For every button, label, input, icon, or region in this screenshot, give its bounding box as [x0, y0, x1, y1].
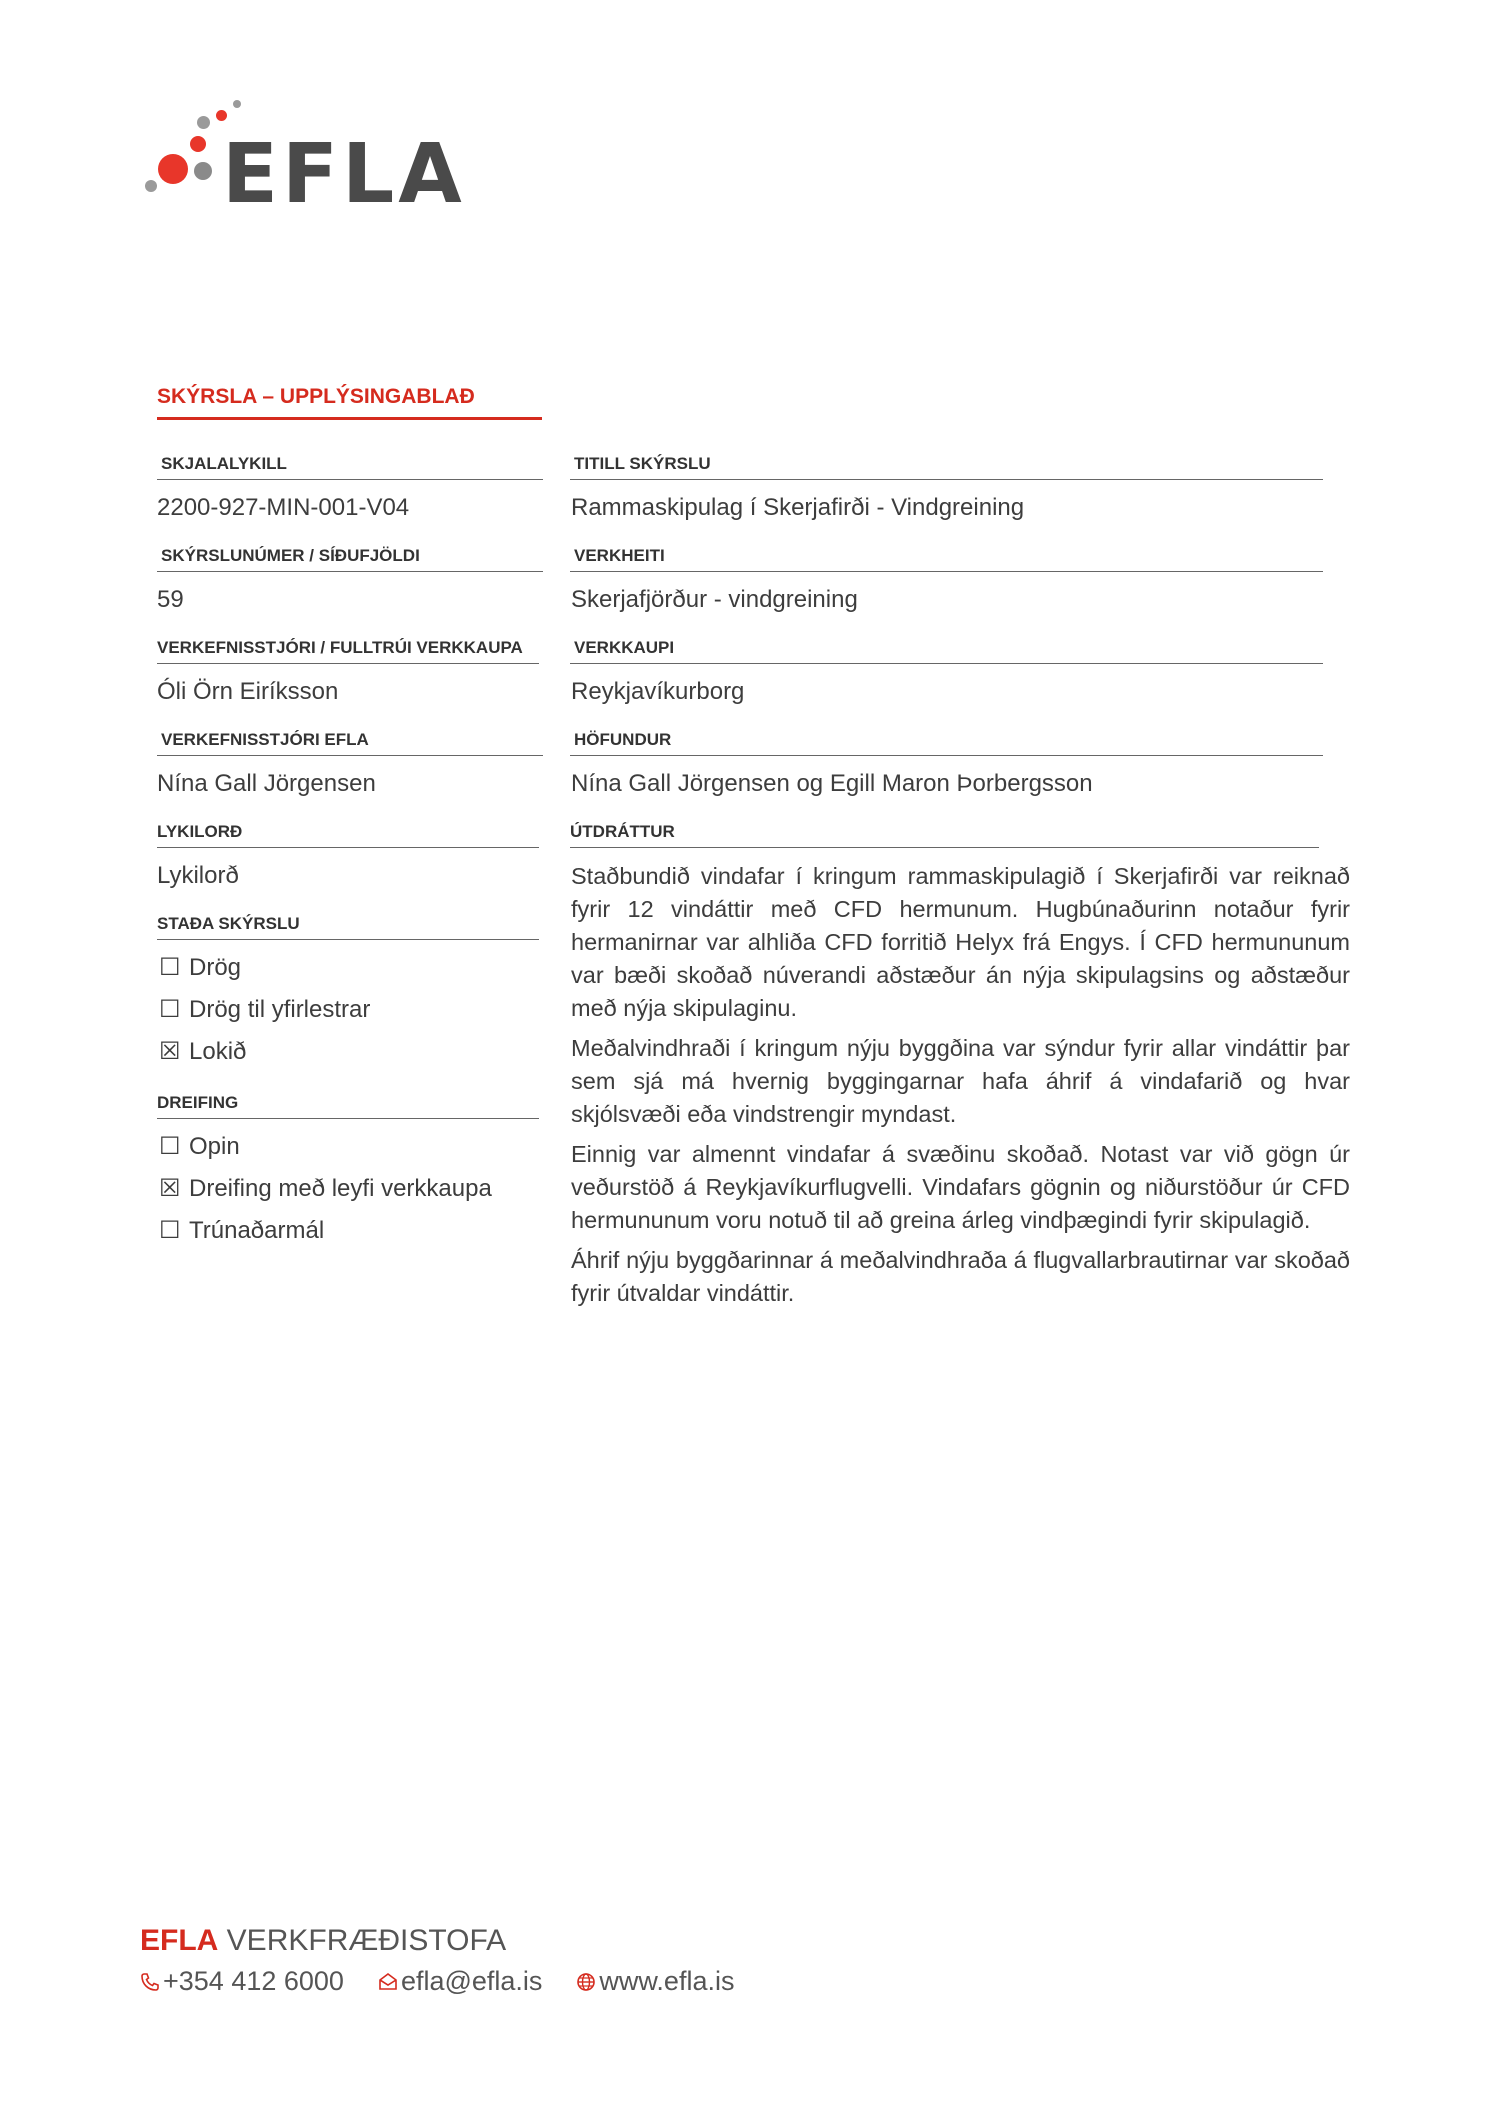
logo-dot-grey-tiny — [233, 100, 241, 108]
email-text: efla@efla.is — [400, 1966, 543, 1996]
footer-email[interactable] — [378, 1966, 542, 1997]
value-skjalalykill: 2200-927-MIN-001-V04 — [157, 494, 410, 521]
value-titill: Rammaskipulag í Skerjafirði - Vindgreining — [571, 494, 1025, 521]
label-dreifing: DREIFING — [157, 1093, 539, 1119]
label-skjalalykill: SKJALALYKILL — [157, 454, 543, 480]
checkbox-lokid[interactable] — [159, 1037, 246, 1066]
value-verkkaupi: Reykjavíkurborg — [571, 678, 745, 705]
logo-dot-red-top — [216, 110, 227, 121]
label-hofundur: HÖFUNDUR — [570, 730, 1323, 756]
checkbox-drog-til-yfirlestrar[interactable] — [159, 995, 370, 1024]
checkbox-label: Trúnaðarmál — [189, 1217, 325, 1244]
logo-dot-red — [158, 154, 188, 184]
checkbox-trunadarmal[interactable] — [159, 1216, 324, 1245]
value-verkefnisstjori-efla: Nína Gall Jörgensen — [157, 770, 376, 797]
value-hofundur: Nína Gall Jörgensen og Egill Maron Þorbergsson — [571, 770, 1093, 797]
checkbox-dreifing-med-leyfi[interactable] — [159, 1174, 492, 1203]
phone-icon — [140, 1972, 160, 1992]
checkbox-label: Dreifing með leyfi verkkaupa — [189, 1175, 492, 1202]
abstract-paragraph-4: Áhrif nýju byggðarinnar á meðalvindhraða á flugvallarbrautirnar var skoðað fyrir útvaldar vindáttir. — [571, 1247, 1350, 1306]
footer-phone[interactable] — [140, 1966, 344, 1997]
label-verkkaupi: VERKKAUPI — [570, 638, 1323, 664]
efla-logo — [140, 96, 466, 222]
web-text: www.efla.is — [599, 1966, 735, 1996]
value-verkefnisstjori-verkkaupa: Óli Örn Eiríksson — [157, 678, 339, 705]
checkbox-checked-icon: ☒ — [159, 1175, 181, 1202]
checkbox-icon: ☐ — [159, 1133, 181, 1160]
abstract-paragraph-1: Staðbundið vindafar í kringum rammaskipulagið í Skerjafirði var reiknað fyrir 12 vindáttir með CFD hermunum. Hugbúnaðurinn notaður fyrir hermanirnar var alhliða CFD forritið Helyx frá Engys. Í CFD hermununum var bæði skoðað núverandi aðstæður án nýja skipulagsins og aðstæður með nýja skipulaginu. — [571, 863, 1350, 1021]
value-verkheiti: Skerjafjörður - vindgreining — [571, 586, 858, 613]
section-title: SKÝRSLA – UPPLÝSINGABLAÐ — [157, 385, 542, 420]
abstract-paragraph-2: Meðalvindhraði í kringum nýju byggðina var sýndur fyrir allar vindáttir þar sem sjá má hvernig byggingarnar hafa áhrif á vindafarið og hvar skjólsvæði eða vindstrengir myndast. — [571, 1035, 1350, 1127]
logo-dot-red-mid — [190, 136, 206, 152]
label-verkefnisstjori-verkkaupa: VERKEFNISSTJÓRI / FULLTRÚI VERKKAUPA — [157, 638, 539, 664]
checkbox-icon: ☐ — [159, 1217, 181, 1244]
logo-dot-grey-large — [194, 162, 212, 180]
checkbox-checked-icon: ☒ — [159, 1038, 181, 1065]
label-lykilord: LYKILORÐ — [157, 822, 539, 848]
logo-wordmark: EFLA — [222, 127, 466, 222]
abstract-paragraph-3: Einnig var almennt vindafar á svæðinu skoðað. Notast var við gögn úr veðurstöð á Reykjavíkurflugvelli. Vindafars gögnin og niðurstöður úr CFD hermununum voru notuð til að greina árleg vindþægindi fyrir skipulagið. — [571, 1141, 1350, 1233]
label-utdrattur: ÚTDRÁTTUR — [570, 822, 1319, 848]
checkbox-opin[interactable] — [159, 1132, 240, 1161]
checkbox-label: Lokið — [189, 1038, 247, 1065]
footer-brand-suffix: VERKFRÆÐISTOFA — [226, 1924, 507, 1957]
label-skyrslunumer: SKÝRSLUNÚMER / SÍÐUFJÖLDI — [157, 546, 543, 572]
label-titill: TITILL SKÝRSLU — [570, 454, 1323, 480]
label-verkheiti: VERKHEITI — [570, 546, 1323, 572]
checkbox-icon: ☐ — [159, 954, 181, 981]
logo-dot-grey-top — [197, 116, 210, 129]
checkbox-label: Opin — [189, 1133, 240, 1160]
envelope-icon — [378, 1972, 398, 1992]
checkbox-drog[interactable] — [159, 953, 241, 982]
logo-dot-grey-small — [145, 180, 157, 192]
footer-web[interactable] — [576, 1966, 734, 1997]
checkbox-icon: ☐ — [159, 996, 181, 1023]
value-lykilord: Lykilorð — [157, 862, 239, 889]
globe-icon — [576, 1972, 596, 1992]
footer-brand — [140, 1924, 506, 1958]
value-skyrslunumer: 59 — [157, 586, 184, 613]
footer-brand-logo: EFLA — [140, 1924, 219, 1957]
checkbox-label: Drög til yfirlestrar — [189, 996, 371, 1023]
phone-text: +354 412 6000 — [163, 1966, 344, 1996]
checkbox-label: Drög — [189, 954, 242, 981]
label-stada: STAÐA SKÝRSLU — [157, 914, 539, 940]
abstract-text — [571, 860, 1350, 1317]
label-verkefnisstjori-efla: VERKEFNISSTJÓRI EFLA — [157, 730, 543, 756]
footer-contact — [140, 1966, 734, 1997]
